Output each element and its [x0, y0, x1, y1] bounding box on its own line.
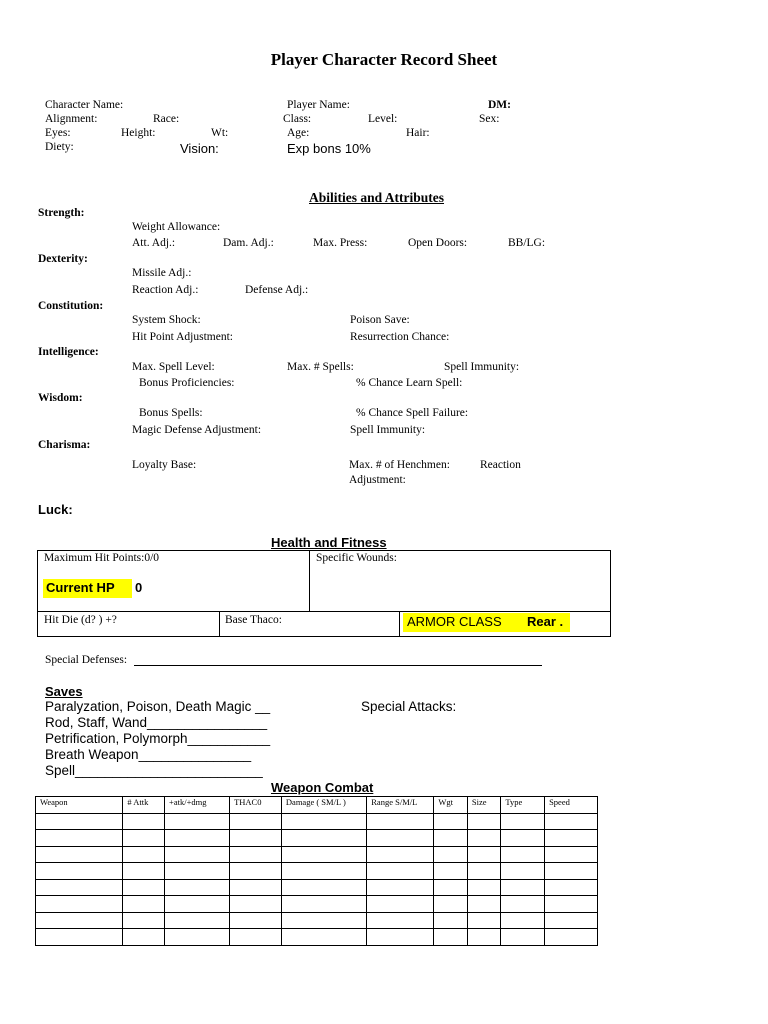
table-cell[interactable] — [230, 830, 282, 847]
table-cell[interactable] — [281, 830, 366, 847]
wisdom-label: Wisdom: — [38, 392, 83, 404]
loyalty-base-label: Loyalty Base: — [132, 459, 197, 471]
table-cell[interactable] — [367, 846, 434, 863]
save-spell: Spell_________________________ — [45, 763, 263, 778]
table-cell[interactable] — [367, 863, 434, 880]
table-cell[interactable] — [367, 912, 434, 929]
table-cell[interactable] — [230, 863, 282, 880]
save-paralyzation: Paralyzation, Poison, Death Magic __ — [45, 699, 271, 714]
table-cell[interactable] — [501, 896, 545, 913]
table-cell[interactable] — [36, 879, 123, 896]
armor-class-label: ARMOR CLASS — [407, 614, 502, 629]
table-cell[interactable] — [501, 879, 545, 896]
hit-die-label: Hit Die (d? ) +? — [44, 614, 117, 626]
table-cell[interactable] — [434, 912, 468, 929]
table-cell[interactable] — [434, 846, 468, 863]
table-cell[interactable] — [467, 879, 501, 896]
defense-adj-label: Defense Adj.: — [245, 284, 309, 296]
table-row — [36, 879, 598, 896]
weapon-combat-table — [35, 796, 598, 946]
saves-heading: Saves — [45, 684, 83, 699]
table-cell[interactable] — [545, 896, 598, 913]
bonus-spells-label: Bonus Spells: — [139, 407, 203, 419]
table-cell[interactable] — [36, 929, 123, 946]
bblg-label: BB/LG: — [508, 237, 546, 249]
table-cell[interactable] — [36, 846, 123, 863]
table-cell[interactable] — [123, 846, 165, 863]
table-cell[interactable] — [545, 879, 598, 896]
table-cell[interactable] — [545, 846, 598, 863]
table-cell[interactable] — [230, 896, 282, 913]
age-label: Age: — [287, 127, 310, 139]
system-shock-label: System Shock: — [132, 314, 201, 326]
table-cell[interactable] — [281, 863, 366, 880]
table-cell[interactable] — [467, 846, 501, 863]
table-row — [36, 912, 598, 929]
table-cell[interactable] — [165, 863, 230, 880]
class-label: Class: — [283, 113, 312, 125]
table-cell[interactable] — [165, 896, 230, 913]
table-cell[interactable] — [367, 830, 434, 847]
health-divider — [37, 611, 611, 612]
bonus-proficiencies-label: Bonus Proficiencies: — [139, 377, 235, 389]
dexterity-label: Dexterity: — [38, 253, 88, 265]
save-petrification: Petrification, Polymorph___________ — [45, 731, 271, 746]
col-speed: Speed — [545, 797, 598, 814]
col-wgt: Wgt — [434, 797, 468, 814]
spell-immunity-wis-label: Spell Immunity: — [350, 424, 426, 436]
table-row — [36, 830, 598, 847]
health-vdivider-top — [309, 550, 310, 612]
col-thac0: THAC0 — [230, 797, 282, 814]
chance-failure-label: % Chance Spell Failure: — [356, 407, 469, 419]
weapon-combat-heading: Weapon Combat — [271, 780, 374, 795]
weapon-header-row — [36, 797, 598, 814]
special-defenses-label: Special Defenses: — [45, 654, 128, 666]
table-cell[interactable] — [434, 929, 468, 946]
col-weapon: Weapon — [36, 797, 123, 814]
table-cell[interactable] — [123, 830, 165, 847]
character-name-label: Character Name: — [45, 99, 124, 111]
table-row — [36, 896, 598, 913]
table-cell[interactable] — [281, 929, 366, 946]
intelligence-label: Intelligence: — [38, 346, 99, 358]
table-cell[interactable] — [367, 896, 434, 913]
table-cell[interactable] — [545, 863, 598, 880]
reaction-adj-label: Reaction Adj.: — [132, 284, 199, 296]
table-cell[interactable] — [467, 912, 501, 929]
table-cell[interactable] — [123, 929, 165, 946]
spell-immunity-int-label: Spell Immunity: — [444, 361, 520, 373]
table-cell[interactable] — [230, 879, 282, 896]
reaction-label: Reaction — [480, 459, 521, 471]
player-name-label: Player Name: — [287, 99, 350, 111]
poison-save-label: Poison Save: — [350, 314, 410, 326]
table-cell[interactable] — [467, 863, 501, 880]
health-vdivider-1 — [219, 611, 220, 637]
table-cell[interactable] — [367, 929, 434, 946]
table-cell[interactable] — [434, 896, 468, 913]
height-label: Height: — [121, 127, 156, 139]
resurrection-label: Resurrection Chance: — [350, 331, 450, 343]
table-cell[interactable] — [467, 896, 501, 913]
special-defenses-line[interactable] — [134, 665, 542, 666]
diety-label: Diety: — [45, 141, 74, 153]
save-breath: Breath Weapon_______________ — [45, 747, 252, 762]
magic-defense-label: Magic Defense Adjustment: — [132, 424, 262, 436]
luck-label: Luck: — [38, 502, 73, 517]
table-cell[interactable] — [434, 830, 468, 847]
strength-label: Strength: — [38, 207, 85, 219]
base-thaco-label: Base Thaco: — [225, 614, 282, 626]
table-cell[interactable] — [36, 863, 123, 880]
max-henchmen-label: Max. # of Henchmen: — [349, 459, 450, 471]
level-label: Level: — [368, 113, 398, 125]
health-vdivider-2 — [399, 611, 400, 637]
table-cell[interactable] — [281, 813, 366, 830]
eyes-label: Eyes: — [45, 127, 71, 139]
table-cell[interactable] — [501, 863, 545, 880]
current-hp-value: 0 — [135, 580, 143, 595]
table-cell[interactable] — [545, 929, 598, 946]
table-cell[interactable] — [123, 863, 165, 880]
table-cell[interactable] — [434, 879, 468, 896]
att-adj-label: Att. Adj.: — [132, 237, 176, 249]
table-cell[interactable] — [501, 846, 545, 863]
col-damage: Damage ( SM/L ) — [281, 797, 366, 814]
table-row — [36, 929, 598, 946]
open-doors-label: Open Doors: — [408, 237, 468, 249]
col-range: Range S/M/L — [367, 797, 434, 814]
table-cell[interactable] — [165, 813, 230, 830]
table-cell[interactable] — [501, 813, 545, 830]
missile-adj-label: Missile Adj.: — [132, 267, 192, 279]
table-cell[interactable] — [123, 813, 165, 830]
special-attacks-label: Special Attacks: — [361, 699, 457, 714]
save-rod: Rod, Staff, Wand________________ — [45, 715, 268, 730]
table-row — [36, 813, 598, 830]
max-spell-level-label: Max. Spell Level: — [132, 361, 215, 373]
table-cell[interactable] — [545, 813, 598, 830]
max-hp-label: Maximum Hit Points:0/0 — [44, 552, 160, 564]
table-cell[interactable] — [165, 846, 230, 863]
rear-label: Rear . — [527, 614, 564, 629]
hp-adjustment-label: Hit Point Adjustment: — [132, 331, 233, 343]
table-cell[interactable] — [230, 846, 282, 863]
specific-wounds-label: Specific Wounds: — [316, 552, 397, 564]
table-cell[interactable] — [434, 863, 468, 880]
chance-learn-label: % Chance Learn Spell: — [356, 377, 463, 389]
table-cell[interactable] — [501, 912, 545, 929]
table-cell[interactable] — [367, 879, 434, 896]
table-cell[interactable] — [230, 813, 282, 830]
max-spells-label: Max. # Spells: — [287, 361, 354, 373]
vision-label: Vision: — [180, 141, 219, 156]
adjustment-label: Adjustment: — [349, 474, 406, 486]
table-cell[interactable] — [123, 896, 165, 913]
table-cell[interactable] — [467, 813, 501, 830]
table-cell[interactable] — [501, 830, 545, 847]
table-cell[interactable] — [467, 830, 501, 847]
charisma-label: Charisma: — [38, 439, 91, 451]
race-label: Race: — [153, 113, 180, 125]
table-cell[interactable] — [36, 896, 123, 913]
table-cell[interactable] — [123, 912, 165, 929]
page-title: Player Character Record Sheet — [270, 50, 498, 69]
table-cell[interactable] — [230, 912, 282, 929]
hair-label: Hair: — [406, 127, 430, 139]
abilities-heading: Abilities and Attributes — [309, 190, 445, 205]
wt-label: Wt: — [211, 127, 229, 139]
table-cell[interactable] — [281, 896, 366, 913]
table-row — [36, 863, 598, 880]
col-attk: # Attk — [123, 797, 165, 814]
alignment-label: Alignment: — [45, 113, 98, 125]
table-cell[interactable] — [36, 813, 123, 830]
table-cell[interactable] — [36, 830, 123, 847]
table-cell[interactable] — [501, 929, 545, 946]
exp-bonus-label: Exp bons 10% — [287, 141, 371, 156]
dm-label: DM: — [488, 99, 511, 111]
table-row — [36, 846, 598, 863]
table-cell[interactable] — [165, 830, 230, 847]
table-cell[interactable] — [545, 830, 598, 847]
max-press-label: Max. Press: — [313, 237, 368, 249]
table-cell[interactable] — [165, 879, 230, 896]
col-size: Size — [467, 797, 501, 814]
dam-adj-label: Dam. Adj.: — [223, 237, 274, 249]
table-cell[interactable] — [36, 912, 123, 929]
table-cell[interactable] — [281, 879, 366, 896]
health-heading: Health and Fitness — [271, 535, 387, 550]
table-cell[interactable] — [123, 879, 165, 896]
table-cell[interactable] — [434, 813, 468, 830]
table-cell[interactable] — [281, 912, 366, 929]
weight-allowance-label: Weight Allowance: — [132, 221, 221, 233]
table-cell[interactable] — [165, 929, 230, 946]
col-atk-dmg: +atk/+dmg — [165, 797, 230, 814]
table-cell[interactable] — [467, 929, 501, 946]
table-cell[interactable] — [367, 813, 434, 830]
sex-label: Sex: — [479, 113, 500, 125]
table-cell[interactable] — [281, 846, 366, 863]
current-hp-label: Current HP — [46, 580, 115, 595]
constitution-label: Constitution: — [38, 300, 104, 312]
table-cell[interactable] — [545, 912, 598, 929]
table-cell[interactable] — [230, 929, 282, 946]
col-type: Type — [501, 797, 545, 814]
table-cell[interactable] — [165, 912, 230, 929]
